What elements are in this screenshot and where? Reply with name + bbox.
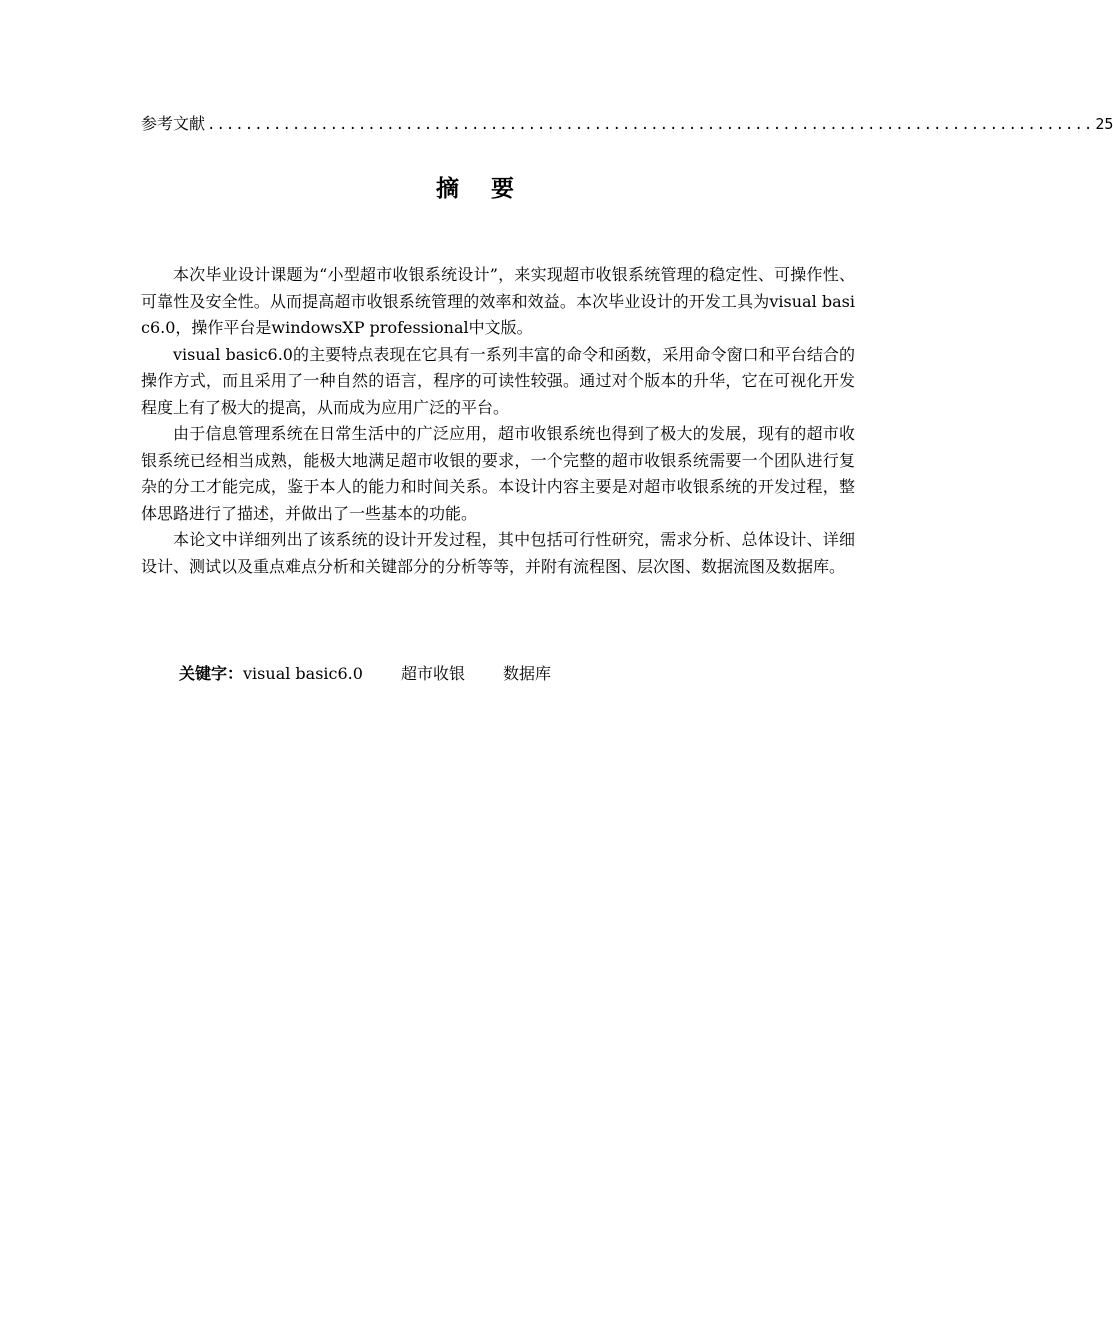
toc-page-number: 25 — [1095, 115, 1113, 133]
toc-dot-leader: .............................................................................................. — [207, 117, 1094, 133]
abstract-paragraph: 由于信息管理系统在日常生活中的广泛应用，超市收银系统也得到了极大的发展，现有的超市收银系统已经相当成熟，能极大地满足超市收银的要求，一个完整的超市收银系统需要一个团队进行复杂的分工才能完成，鉴于本人的能力和时间关系。本设计内容主要是对超市收银系统的开发过程，整体思路进行了描述，并做出了一些基本的功能。 — [141, 424, 855, 523]
keyword-item: 超市收银 — [400, 664, 465, 683]
keywords-label: 关键字： — [179, 664, 244, 683]
keyword-item: 数据库 — [502, 664, 551, 683]
keyword-item: visual basic6.0 — [243, 664, 363, 683]
abstract-title: 摘 要 — [435, 176, 526, 202]
abstract-paragraph: 本论文中详细列出了该系统的设计开发过程，其中包括可行性研究，需求分析、总体设计、详细设计、测试以及重点难点分析和关键部分的分析等等，并附有流程图、层次图、数据流图及数据库。 — [141, 530, 855, 576]
abstract-paragraph: visual basic6.0的主要特点表现在它具有一系列丰富的命令和函数，采用命令窗口和平台结合的操作方式，而且采用了一种自然的语言，程序的可读性较强。通过对个版本的升华，它在可视化开发程度上有了极大的提高，从而成为应用广泛的平台。 — [141, 344, 855, 417]
toc-entry-label: 参考文献 — [141, 114, 206, 133]
toc-entry-references[interactable] — [141, 112, 1113, 136]
keywords-line — [179, 661, 551, 687]
abstract-paragraph: 本次毕业设计课题为“小型超市收银系统设计”，来实现超市收银系统管理的稳定性、可操作性、可靠性及安全性。从而提高超市收银系统管理的效率和效益。本次毕业设计的开发工具为visual basic6.0，操作平台是windowsXP professional中文版。 — [141, 265, 855, 337]
abstract-body — [141, 262, 855, 580]
